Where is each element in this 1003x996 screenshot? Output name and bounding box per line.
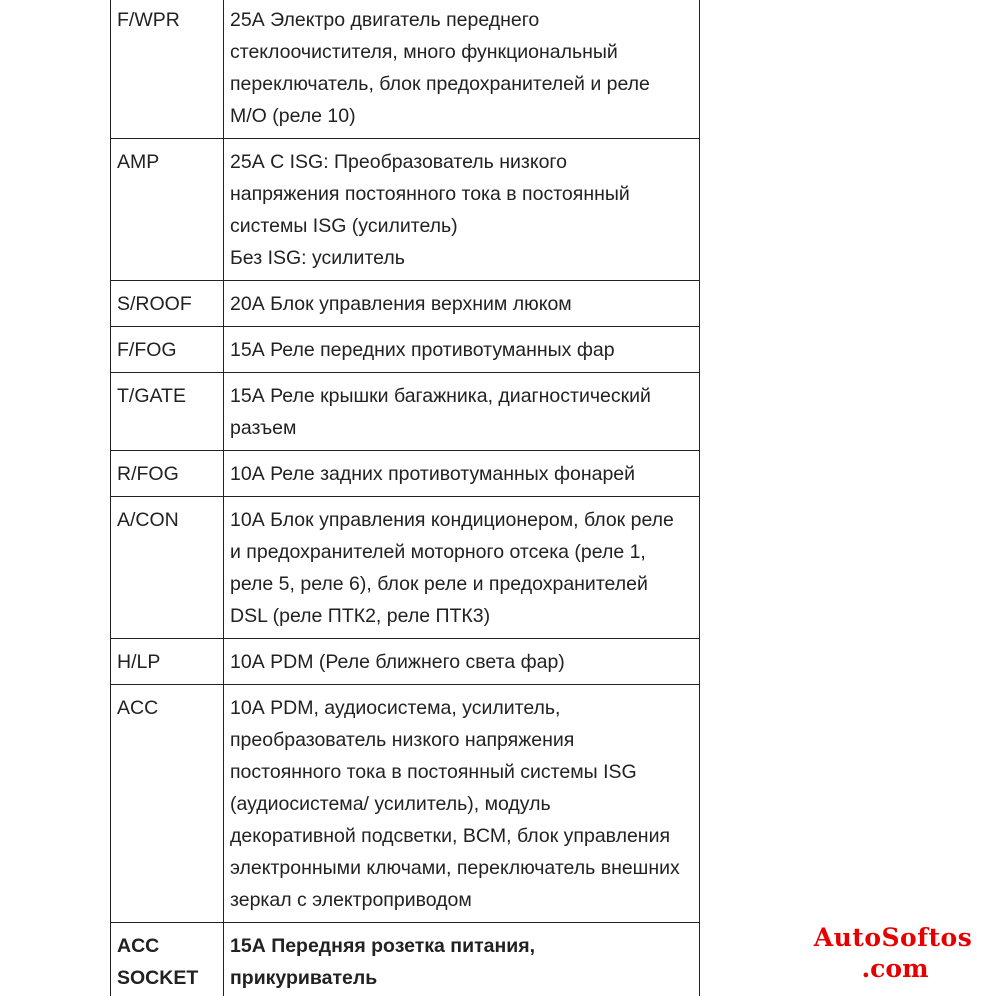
description-line: DSL (реле ПТК2, реле ПТК3) xyxy=(230,605,491,627)
fuse-code: F/FOG xyxy=(111,327,224,373)
fuse-description xyxy=(224,139,700,281)
table-row xyxy=(111,327,700,373)
description-line: 15А Реле крышки багажника, диагностический xyxy=(230,385,651,407)
description-line: 15А Передняя розетка питания, xyxy=(230,935,536,957)
table-row xyxy=(111,451,700,497)
watermark-domain: .com xyxy=(861,954,929,983)
fuse-description xyxy=(224,373,700,451)
fuse-description xyxy=(224,451,700,497)
table-row xyxy=(111,639,700,685)
code-line: SOCKET xyxy=(117,967,199,989)
fuse-code: F/WPR xyxy=(111,0,224,139)
table-row xyxy=(111,281,700,327)
description-line: 25А Электро двигатель переднего xyxy=(230,9,540,31)
description-line: системы ISG (усилитель) xyxy=(230,215,458,237)
description-line: 10А Блок управления кондиционером, блок реле xyxy=(230,509,674,531)
table-row xyxy=(111,139,700,281)
description-line: постоянного тока в постоянный системы ISG xyxy=(230,761,637,783)
description-line: переключатель, блок предохранителей и реле xyxy=(230,73,650,95)
fuse-description xyxy=(224,0,700,139)
description-line: прикуриватель xyxy=(230,967,378,989)
description-line: преобразователь низкого напряжения xyxy=(230,729,575,751)
fuse-description xyxy=(224,327,700,373)
description-line: (аудиосистема/ усилитель), модуль xyxy=(230,793,551,815)
description-line: 10А PDM, аудиосистема, усилитель, xyxy=(230,697,561,719)
table-row xyxy=(111,923,700,996)
description-line: Без ISG: усилитель xyxy=(230,247,405,269)
fuse-code: T/GATE xyxy=(111,373,224,451)
description-line: 15А Реле передних противотуманных фар xyxy=(230,339,615,361)
fuse-code: H/LP xyxy=(111,639,224,685)
table-row xyxy=(111,0,700,139)
fuse-description xyxy=(224,281,700,327)
table-row xyxy=(111,685,700,923)
description-line: 10А PDM (Реле ближнего света фар) xyxy=(230,651,565,673)
description-line: М/О (реле 10) xyxy=(230,105,356,127)
watermark-logo xyxy=(796,925,990,981)
fuse-description xyxy=(224,923,700,996)
fuse-code: S/ROOF xyxy=(111,281,224,327)
watermark-text: AutoSoftos xyxy=(813,923,973,952)
fuse-code: A/CON xyxy=(111,497,224,639)
fuse-description xyxy=(224,639,700,685)
fuse-code: R/FOG xyxy=(111,451,224,497)
description-line: стеклоочистителя, много функциональный xyxy=(230,41,618,63)
description-line: 20А Блок управления верхним люком xyxy=(230,293,572,315)
description-line: электронными ключами, переключатель внешних xyxy=(230,857,680,879)
description-line: разъем xyxy=(230,417,297,439)
fuse-description xyxy=(224,685,700,923)
description-line: 10А Реле задних противотуманных фонарей xyxy=(230,463,636,485)
code-line: ACC xyxy=(117,935,160,957)
fuse-description xyxy=(224,497,700,639)
fuse-code: ACC xyxy=(111,685,224,923)
description-line: зеркал с электроприводом xyxy=(230,889,472,911)
description-line: и предохранителей моторного отсека (реле 1, xyxy=(230,541,646,563)
fuse-table xyxy=(110,0,700,996)
description-line: декоративной подсветки, BCM, блок управления xyxy=(230,825,671,847)
table-row xyxy=(111,497,700,639)
description-line: реле 5, реле 6), блок реле и предохранителей xyxy=(230,573,648,595)
table-row xyxy=(111,373,700,451)
description-line: 25А С ISG: Преобразователь низкого xyxy=(230,151,567,173)
description-line: напряжения постоянного тока в постоянный xyxy=(230,183,630,205)
fuse-code xyxy=(111,923,224,996)
fuse-code: AMP xyxy=(111,139,224,281)
